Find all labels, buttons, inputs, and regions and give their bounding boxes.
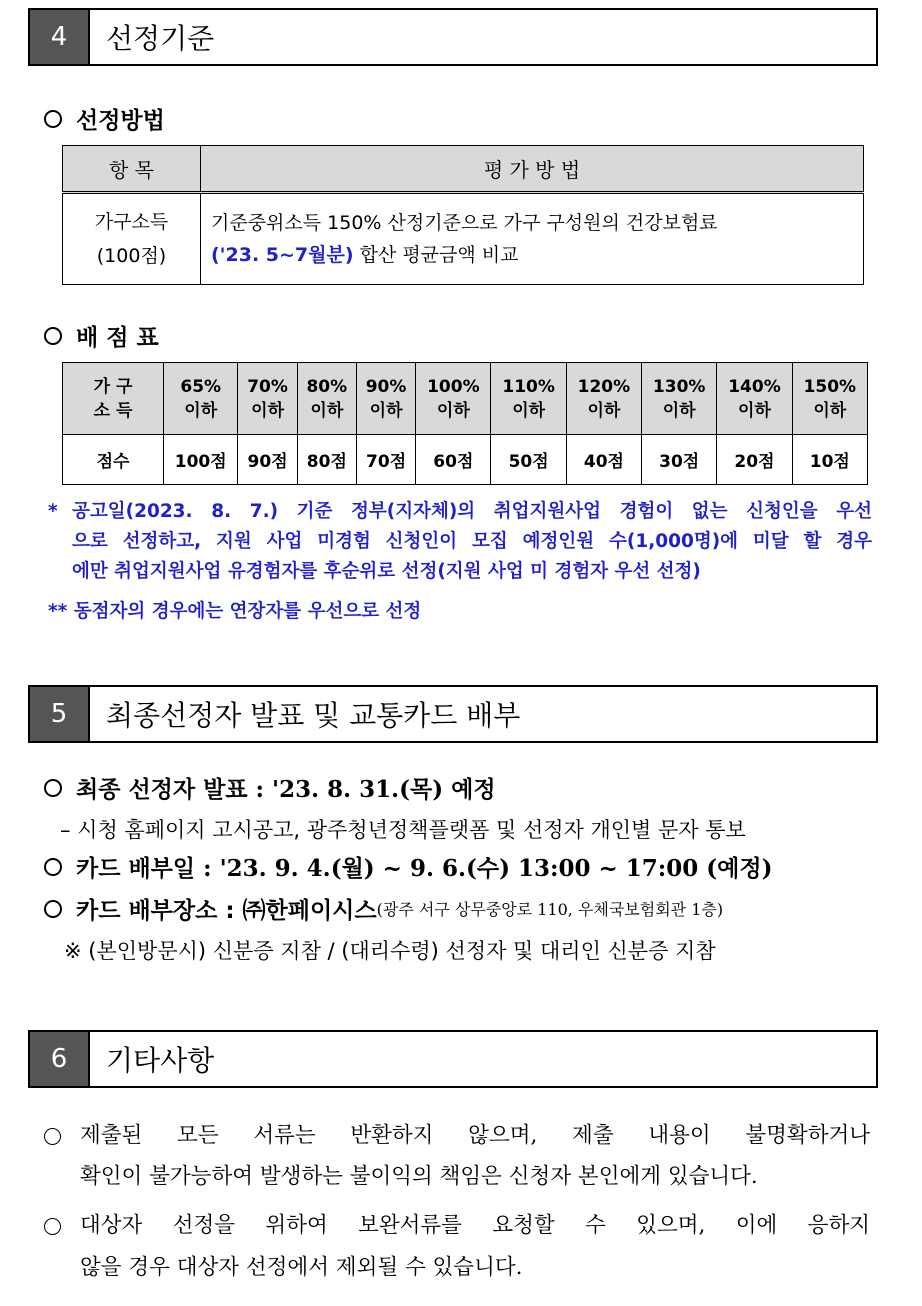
section-header-4 xyxy=(28,8,878,66)
note-2: ** 동점자의 경우에는 연장자를 우선으로 선정 xyxy=(48,601,422,622)
note-1: * 공고일(2023. 8. 7.) 기준 정부(지자체)의 취업지원사업 경험이 없는 신청인을 우선 으로 선정하고, 지원 사업 미경험 신청인이 모집 예정인원 수(1,000명)에 미달 할 경우 에만 취업지원사업 유경험자를 후순위로 선정(지원 사업 미 경험자 우선 선정) xyxy=(48,501,872,582)
card-date: 카드 배부일 : '23. 9. 4.(월) ~ 9. 6.(수) 13:00 ~ 17:00 (예정) xyxy=(44,850,772,883)
etc-paragraph-2-line-2: 않을 경우 대상자 선정에서 제외될 수 있습니다. xyxy=(80,1255,523,1280)
table-cell: 90점 xyxy=(238,435,297,485)
announce-date: 최종 선정자 발표 : '23. 8. 31.(목) 예정 xyxy=(44,771,496,804)
circle-bullet-icon xyxy=(44,1218,75,1239)
table-cell: 100점 xyxy=(164,435,238,485)
method-heading: 선정방법 xyxy=(44,102,165,135)
table-cell: 20점 xyxy=(717,435,792,485)
card-note: ※ (본인방문시) 신분증 지참 / (대리수령) 선정자 및 대리인 신분증 지참 xyxy=(64,939,716,963)
table-header: 80% 이하 xyxy=(297,363,356,435)
table-cell: 50점 xyxy=(491,435,566,485)
score-table xyxy=(62,362,868,485)
section-number: 5 xyxy=(30,687,90,741)
table-header: 가 구 소 득 xyxy=(63,363,164,435)
method-table xyxy=(62,145,864,285)
circle-bullet-icon xyxy=(44,900,62,918)
etc-paragraph-2-line-1: 대상자 선정을 위하여 보완서류를 요청할 수 있으며, 이에 응하지 xyxy=(80,1213,870,1238)
table-header: 150% 이하 xyxy=(792,363,867,435)
announce-sub: – 시청 홈페이지 고시공고, 광주청년정책플랫폼 및 선정자 개인별 문자 통보 xyxy=(60,818,746,842)
score-heading: 배 점 표 xyxy=(44,319,159,352)
table-header: 70% 이하 xyxy=(238,363,297,435)
etc-paragraph-1-line-1: 제출된 모든 서류는 반환하지 않으며, 제출 내용이 불명확하거나 xyxy=(80,1123,870,1148)
section-number: 4 xyxy=(30,10,90,64)
table-cell: 60점 xyxy=(416,435,491,485)
table-header: 100% 이하 xyxy=(416,363,491,435)
circle-bullet-icon xyxy=(44,858,62,876)
etc-paragraph-1-line-2: 확인이 불가능하여 발생하는 불이익의 책임은 신청자 본인에게 있습니다. xyxy=(80,1164,758,1189)
table-cell: 기준중위소득 150% 산정기준으로 가구 구성원의 건강보험료 ('23. 5~7월분) 합산 평균금액 비교 xyxy=(201,193,864,285)
section-header-6 xyxy=(28,1030,878,1088)
table-header: 65% 이하 xyxy=(164,363,238,435)
section-title: 최종선정자 발표 및 교통카드 배부 xyxy=(106,699,521,732)
card-place: 카드 배부장소 : ㈜한페이시스 (광주 서구 상무중앙로 110, 우체국보험회관 1층) xyxy=(44,892,723,925)
table-cell: 10점 xyxy=(792,435,867,485)
table-cell: 80점 xyxy=(297,435,356,485)
circle-bullet-icon xyxy=(44,327,62,345)
circle-bullet-icon xyxy=(44,1128,75,1149)
table-cell: 40점 xyxy=(566,435,641,485)
table-header: 140% 이하 xyxy=(717,363,792,435)
table-cell: 30점 xyxy=(642,435,717,485)
table-header: 130% 이하 xyxy=(642,363,717,435)
table-header: 110% 이하 xyxy=(491,363,566,435)
table-cell: 가구소득 (100점) xyxy=(63,193,201,285)
table-header: 항 목 xyxy=(63,146,201,193)
table-cell: 점수 xyxy=(63,435,164,485)
section-number: 6 xyxy=(30,1032,90,1086)
circle-bullet-icon xyxy=(44,779,62,797)
circle-bullet-icon xyxy=(44,110,62,128)
section-title: 기타사항 xyxy=(106,1044,215,1077)
table-header: 평 가 방 법 xyxy=(201,146,864,193)
table-cell: 70점 xyxy=(356,435,415,485)
section-header-5 xyxy=(28,685,878,743)
table-header: 90% 이하 xyxy=(356,363,415,435)
section-title: 선정기준 xyxy=(106,22,215,55)
table-header: 120% 이하 xyxy=(566,363,641,435)
